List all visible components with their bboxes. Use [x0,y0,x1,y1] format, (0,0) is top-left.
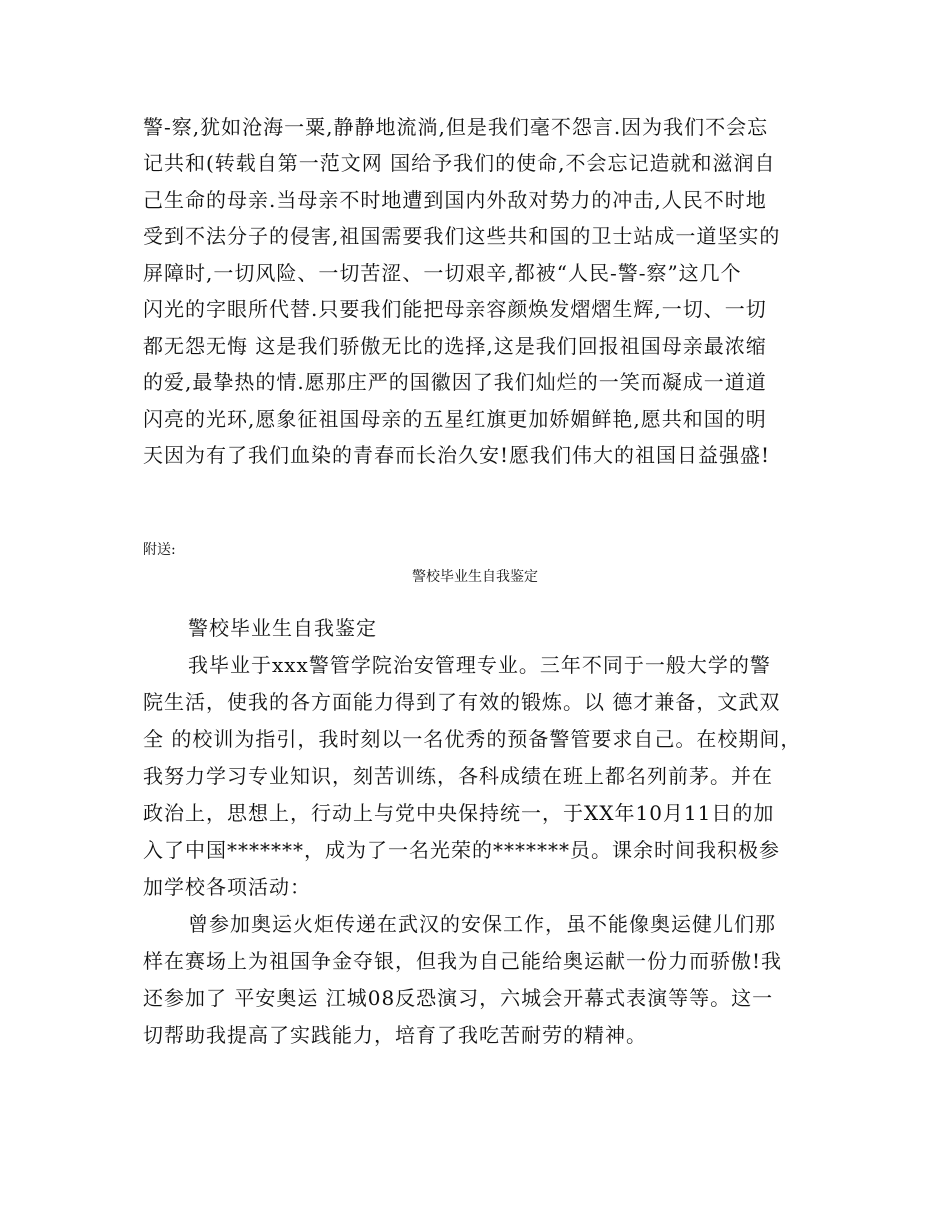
text-line: 我毕业于xxx警管学院治安管理专业。三年不同于一般大学的警 [188,653,771,677]
text-line: 警-察,犹如沧海一粟,静静地流淌,但是我们毫不怨言.因为我们不会忘 [143,115,769,139]
text-line: 我努力学习专业知识，刻苦训练，各科成绩在班上都名列前茅。并在 [143,764,773,788]
text-line: 全 的校训为指引，我时刻以一名优秀的预备警管要求自己。在校期间， [143,727,802,751]
text-line: 闪光的字眼所代替.只要我们能把母亲容颜焕发熠熠生辉,一切、一切 [143,297,767,321]
appendix-label: 附送: [143,542,176,558]
section-heading: 警校毕业生自我鉴定 [188,616,377,640]
text-line: 屏障时,一切风险、一切苦涩、一切艰辛,都被“人民-警-察”这几个 [143,261,742,285]
text-line: 天因为有了我们血染的青春而长治久安!愿我们伟大的祖国日益强盛! [143,443,771,467]
text-line: 记共和(转载自第一范文网 国给予我们的使命,不会忘记造就和滋润自 [143,151,776,175]
text-line: 都无怨无悔 这是我们骄傲无比的选择,这是我们回报祖国母亲最浓缩 [143,334,767,358]
text-line: 闪亮的光环,愿象征祖国母亲的五星红旗更加娇媚鲜艳,愿共和国的明 [143,407,767,431]
text-line: 样在赛场上为祖国争金夺银，但我为自己能给奥运献一份力而骄傲!我 [143,949,783,973]
text-line: 院生活，使我的各方面能力得到了有效的锻炼。以 德才兼备，文武双 [143,690,781,714]
text-line: 曾参加奥运火炬传递在武汉的安保工作，虽不能像奥运健儿们那 [188,912,776,936]
appendix-title: 警校毕业生自我鉴定 [412,569,538,585]
text-line: 己生命的母亲.当母亲不时地遭到国内外敌对势力的冲击,人民不时地 [143,188,767,212]
text-line: 加学校各项活动： [143,875,311,899]
text-line: 受到不法分子的侵害,祖国需要我们这些共和国的卫士站成一道坚实的 [143,224,781,248]
text-line: 还参加了 平安奥运 江城08反恐演习，六城会开幕式表演等等。这一 [143,986,774,1010]
text-line: 的爱,最挚热的情.愿那庄严的国徽因了我们灿烂的一笑而凝成一道道 [143,370,767,394]
text-line: 切帮助我提高了实践能力，培育了我吃苦耐劳的精神。 [143,1023,647,1047]
text-line: 政治上，思想上，行动上与党中央保持统一，于XX年10月11日的加 [143,801,775,825]
text-line: 入了中国*******，成为了一名光荣的*******员。课余时间我积极参 [143,838,780,862]
